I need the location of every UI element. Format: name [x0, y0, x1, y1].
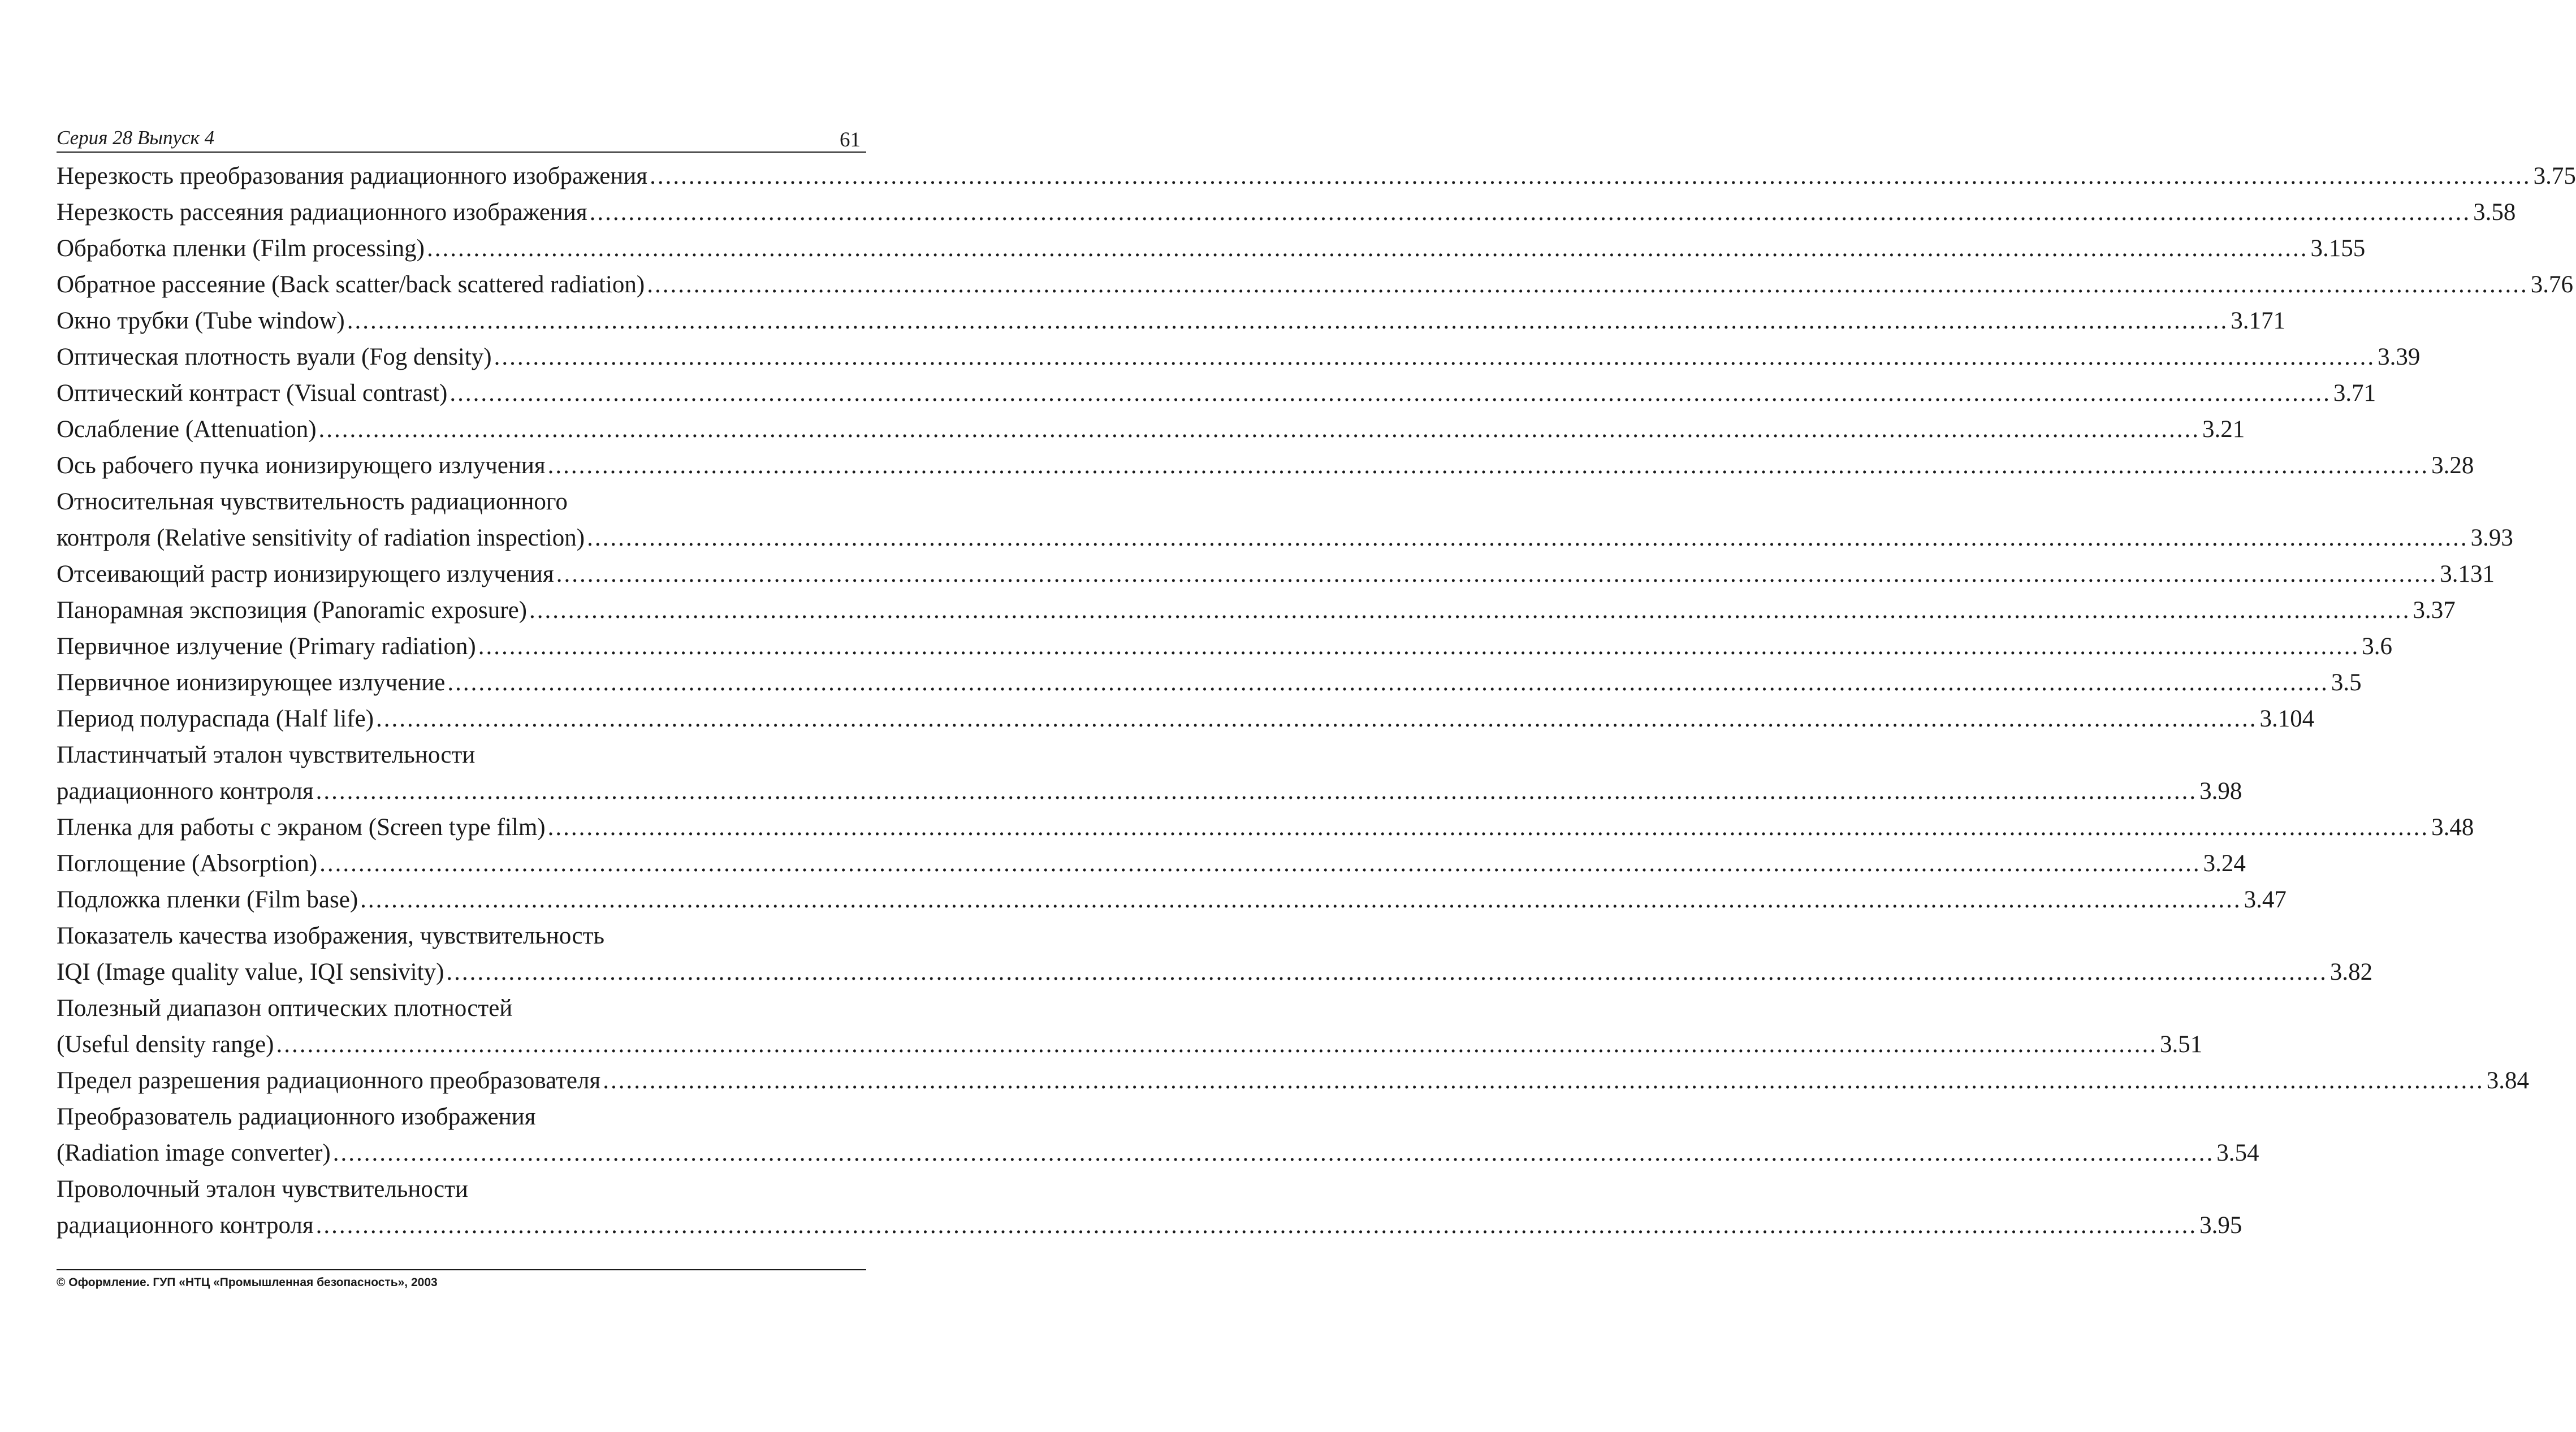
entry-line: [57, 990, 866, 1027]
entry-term: Оптическая плотность вуали (Fog density): [57, 344, 492, 370]
entry-line: [57, 1171, 866, 1208]
entry-reference: 3.39: [2378, 344, 2421, 370]
index-entry: [57, 303, 2285, 339]
entry-term: (Radiation image converter): [57, 1140, 331, 1166]
entry-term-line1: Пластинчатый эталон чувствительности: [57, 742, 476, 768]
dot-leader: [333, 1135, 2215, 1171]
page-header: [57, 120, 866, 153]
dot-leader: [319, 412, 2201, 448]
copyright-notice: © Оформление. ГУП «НТЦ «Промышленная безопасность», 2003: [57, 1276, 438, 1289]
entry-line: [57, 194, 2516, 231]
entry-line: [57, 1063, 2529, 1099]
entry-term: Оптический контраст (Visual contrast): [57, 380, 448, 406]
dot-leader: [494, 339, 2376, 375]
dot-leader: [590, 194, 2471, 231]
dot-leader: [647, 267, 2529, 303]
index-entry: [57, 882, 2287, 918]
entry-term-line1: Проволочный эталон чувствительности: [57, 1176, 468, 1202]
index-entry: [57, 990, 2203, 1063]
entry-line: [57, 375, 2376, 412]
entry-term: Поглощение (Absorption): [57, 850, 318, 877]
entry-term: Период полураспада (Half life): [57, 706, 374, 732]
dot-leader: [449, 375, 2331, 412]
entry-term: Первичное ионизирующее излучение: [57, 669, 446, 696]
entry-reference: 3.21: [2202, 416, 2245, 443]
entry-term-line1: Относительная чувствительность радиационного: [57, 488, 568, 515]
entry-term: IQI (Image quality value, IQI sensivity): [57, 959, 444, 985]
dot-leader: [556, 556, 2438, 592]
entry-line: [57, 592, 2456, 629]
entry-reference: 3.24: [2203, 850, 2246, 877]
entry-line: [57, 1208, 2242, 1244]
page-footer: [57, 1269, 866, 1291]
dot-leader: [447, 665, 2329, 701]
entry-line: [57, 231, 2366, 267]
dot-leader: [478, 629, 2360, 665]
index-entry: [57, 194, 2516, 231]
entry-line: [57, 846, 2246, 882]
index-entry: [57, 665, 2362, 701]
entry-line: [57, 810, 2474, 846]
entry-reference: 3.51: [2159, 1031, 2203, 1058]
entry-line: [57, 1027, 2203, 1063]
dot-leader: [347, 303, 2229, 339]
index-entry: [57, 1171, 2242, 1244]
entry-line: [57, 520, 2513, 556]
entry-line: [57, 918, 866, 954]
entry-reference: 3.37: [2413, 597, 2456, 624]
entry-term: Нерезкость рассеяния радиационного изображения: [57, 199, 587, 226]
entry-reference: 3.71: [2333, 380, 2376, 406]
dot-leader: [650, 158, 2531, 194]
entry-line: [57, 1135, 2259, 1171]
entry-term: Окно трубки (Tube window): [57, 308, 345, 334]
dot-leader: [319, 846, 2201, 882]
index-entry: [57, 1099, 2259, 1171]
entry-line: [57, 556, 2495, 592]
dot-leader: [276, 1027, 2158, 1063]
entry-reference: 3.95: [2199, 1212, 2242, 1239]
entry-reference: 3.6: [2362, 633, 2392, 660]
entry-line: [57, 701, 2315, 737]
dot-leader: [603, 1063, 2484, 1099]
entry-reference: 3.93: [2470, 525, 2513, 551]
entry-line: [57, 158, 2576, 194]
index-entry: [57, 701, 2315, 737]
entry-reference: 3.5: [2331, 669, 2362, 696]
index-entry: [57, 629, 2392, 665]
entry-term: Отсеивающий растр ионизирующего излучения: [57, 561, 554, 587]
entry-reference: 3.58: [2473, 199, 2516, 226]
dot-leader: [316, 773, 2198, 810]
entry-reference: 3.76: [2530, 271, 2574, 298]
index-entry: [57, 267, 2574, 303]
dot-leader: [376, 701, 2258, 737]
index-entry-list: [57, 158, 2576, 1244]
entry-term-line1: Показатель качества изображения, чувствительность: [57, 923, 604, 949]
dot-leader: [587, 520, 2469, 556]
entry-term: Первичное излучение (Primary radiation): [57, 633, 476, 660]
index-entry: [57, 810, 2474, 846]
entry-term: Нерезкость преобразования радиационного изображения: [57, 163, 648, 189]
entry-reference: 3.48: [2431, 814, 2474, 841]
dot-leader: [360, 882, 2242, 918]
entry-term: Панорамная экспозиция (Panoramic exposure): [57, 597, 527, 624]
entry-term: Подложка пленки (Film base): [57, 886, 358, 913]
entry-line: [57, 954, 2373, 990]
entry-term: Ослабление (Attenuation): [57, 416, 317, 443]
entry-line: [57, 629, 2392, 665]
entry-line: [57, 303, 2285, 339]
series-title: Серия 28 Выпуск 4: [57, 127, 215, 149]
dot-leader: [548, 448, 2430, 484]
index-entry: [57, 1063, 2529, 1099]
entry-term: (Useful density range): [57, 1031, 274, 1058]
entry-reference: 3.131: [2440, 561, 2495, 587]
index-entry: [57, 484, 2513, 556]
entry-line: [57, 665, 2362, 701]
index-entry: [57, 556, 2495, 592]
entry-line: [57, 773, 2242, 810]
entry-reference: 3.104: [2259, 706, 2315, 732]
dot-leader: [446, 954, 2328, 990]
entry-term: Пленка для работы с экраном (Screen type film): [57, 814, 546, 841]
entry-term: Обработка пленки (Film processing): [57, 235, 425, 262]
entry-line: [57, 339, 2421, 375]
index-entry: [57, 375, 2376, 412]
entry-reference: 3.84: [2486, 1067, 2529, 1094]
entry-reference: 3.28: [2431, 452, 2474, 479]
entry-term: радиационного контроля: [57, 778, 314, 804]
entry-term: Ось рабочего пучка ионизирующего излучения: [57, 452, 546, 479]
entry-reference: 3.75: [2533, 163, 2576, 189]
entry-reference: 3.171: [2231, 308, 2285, 334]
entry-line: [57, 484, 866, 520]
index-entry: [57, 592, 2456, 629]
entry-line: [57, 267, 2574, 303]
index-entry: [57, 846, 2246, 882]
dot-leader: [316, 1208, 2198, 1244]
entry-reference: 3.47: [2244, 886, 2287, 913]
entry-term: контроля (Relative sensitivity of radiation inspection): [57, 525, 585, 551]
dot-leader: [427, 231, 2309, 267]
entry-line: [57, 448, 2474, 484]
index-entry: [57, 231, 2366, 267]
index-entry: [57, 339, 2421, 375]
entry-reference: 3.98: [2199, 778, 2242, 804]
entry-reference: 3.54: [2216, 1140, 2259, 1166]
index-entry: [57, 448, 2474, 484]
index-entry: [57, 737, 2242, 810]
entry-line: [57, 1099, 866, 1135]
entry-term-line1: Полезный диапазон оптических плотностей: [57, 995, 513, 1022]
dot-leader: [529, 592, 2411, 629]
entry-term-line1: Преобразователь радиационного изображения: [57, 1104, 536, 1130]
index-entry: [57, 412, 2245, 448]
dot-leader: [548, 810, 2430, 846]
entry-line: [57, 412, 2245, 448]
entry-line: [57, 882, 2287, 918]
page-number: 61: [840, 128, 861, 152]
entry-line: [57, 737, 866, 773]
entry-term: Предел разрешения радиационного преобразователя: [57, 1067, 601, 1094]
entry-reference: 3.155: [2310, 235, 2366, 262]
index-entry: [57, 918, 2373, 990]
entry-term: радиационного контроля: [57, 1212, 314, 1239]
index-entry: [57, 158, 2576, 194]
entry-term: Обратное рассеяние (Back scatter/back scattered radiation): [57, 271, 645, 298]
entry-reference: 3.82: [2329, 959, 2373, 985]
